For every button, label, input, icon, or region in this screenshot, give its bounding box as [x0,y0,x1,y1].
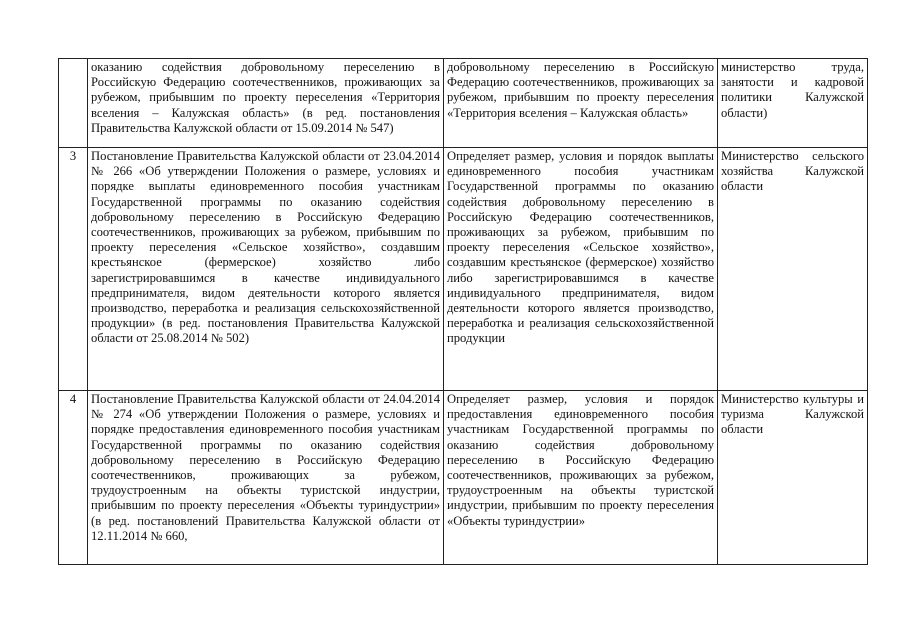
document-text: Постановление Правительства Калужской области от 24.04.2014 № 274 «Об утверждении Положения о размере, условиях и порядке предоставления единовременного пособия участникам Государственной программы по оказанию содействия добровольному переселению в Российскую Федерацию соотечественников, проживающих за рубежом, трудоустроенным на объекты туристской индустрии, прибывшим по проекту переселения «Объекты туриндустрии» (в ред. постановлений Правительства Калужской области от 12.11.2014 № 660, [91,392,440,543]
description-text: добровольному переселению в Российскую Федерацию соотечественников, проживающих за рубежом, прибывшим по проекту переселения «Территория вселения – Калужская область» [447,60,714,120]
document-text: оказанию содействия добровольному переселению в Российскую Федерацию соотечественников, проживающих за рубежом, прибывшим по проекту переселения «Территория вселения – Калужская область» (в ред. постановления Правительства Калужской области от 15.09.2014 № 547) [91,60,440,135]
organization-text: Министерство культуры и туризма Калужской области [721,392,864,437]
table-row [59,59,868,148]
organization-cell [718,391,868,565]
legal-acts-table [58,58,868,565]
document-cell [88,391,444,565]
table-row [59,148,868,391]
organization-cell [718,148,868,391]
description-text: Определяет размер, условия и порядок предоставления единовременного пособия участникам Государственной программы по оказанию содействия добровольному переселению в Российскую Федерацию соотечественников, проживающих за рубежом, трудоустроенным на объекты туристской индустрии, прибывшим по проекту переселения «Объекты туриндустрии» [447,392,714,528]
organization-text: министерство труда, занятости и кадровой политики Калужской области) [721,60,864,120]
document-text: Постановление Правительства Калужской области от 23.04.2014 № 266 «Об утверждении Положения о размере, условиях и порядке выплаты единовременного пособия участникам Государственной программы по оказанию содействия добровольному переселению в Российскую Федерацию соотечественников, проживающих за рубежом, прибывшим по проекту переселения «Сельское хозяйство», создавшим крестьянское (фермерское) хозяйство либо зарегистрировавшимся в качестве индивидуального предпринимателя, видом деятельности которого является производство, переработка и реализация сельскохозяйственной продукции» (в ред. постановления Правительства Калужской области от 25.08.2014 № 502) [91,149,440,346]
description-cell [444,59,718,148]
row-number-cell [59,59,88,148]
table-row [59,391,868,565]
organization-cell [718,59,868,148]
description-text: Определяет размер, условия и порядок выплаты единовременного пособия участникам Государственной программы по оказанию содействия добровольному переселению в Российскую Федерацию соотечественников, проживающих за рубежом, прибывшим по проекту переселения «Сельское хозяйство», создавшим крестьянское (фермерское) хозяйство либо зарегистрировавшимся в качестве индивидуального предпринимателя, видом деятельности которого является производство, переработка и реализация сельскохозяйственной продукции [447,149,714,346]
row-number-cell: 4 [59,391,88,565]
row-number-cell: 3 [59,148,88,391]
document-cell [88,148,444,391]
description-cell [444,391,718,565]
organization-text: Министерство сельского хозяйства Калужской области [721,149,864,194]
document-cell [88,59,444,148]
description-cell [444,148,718,391]
